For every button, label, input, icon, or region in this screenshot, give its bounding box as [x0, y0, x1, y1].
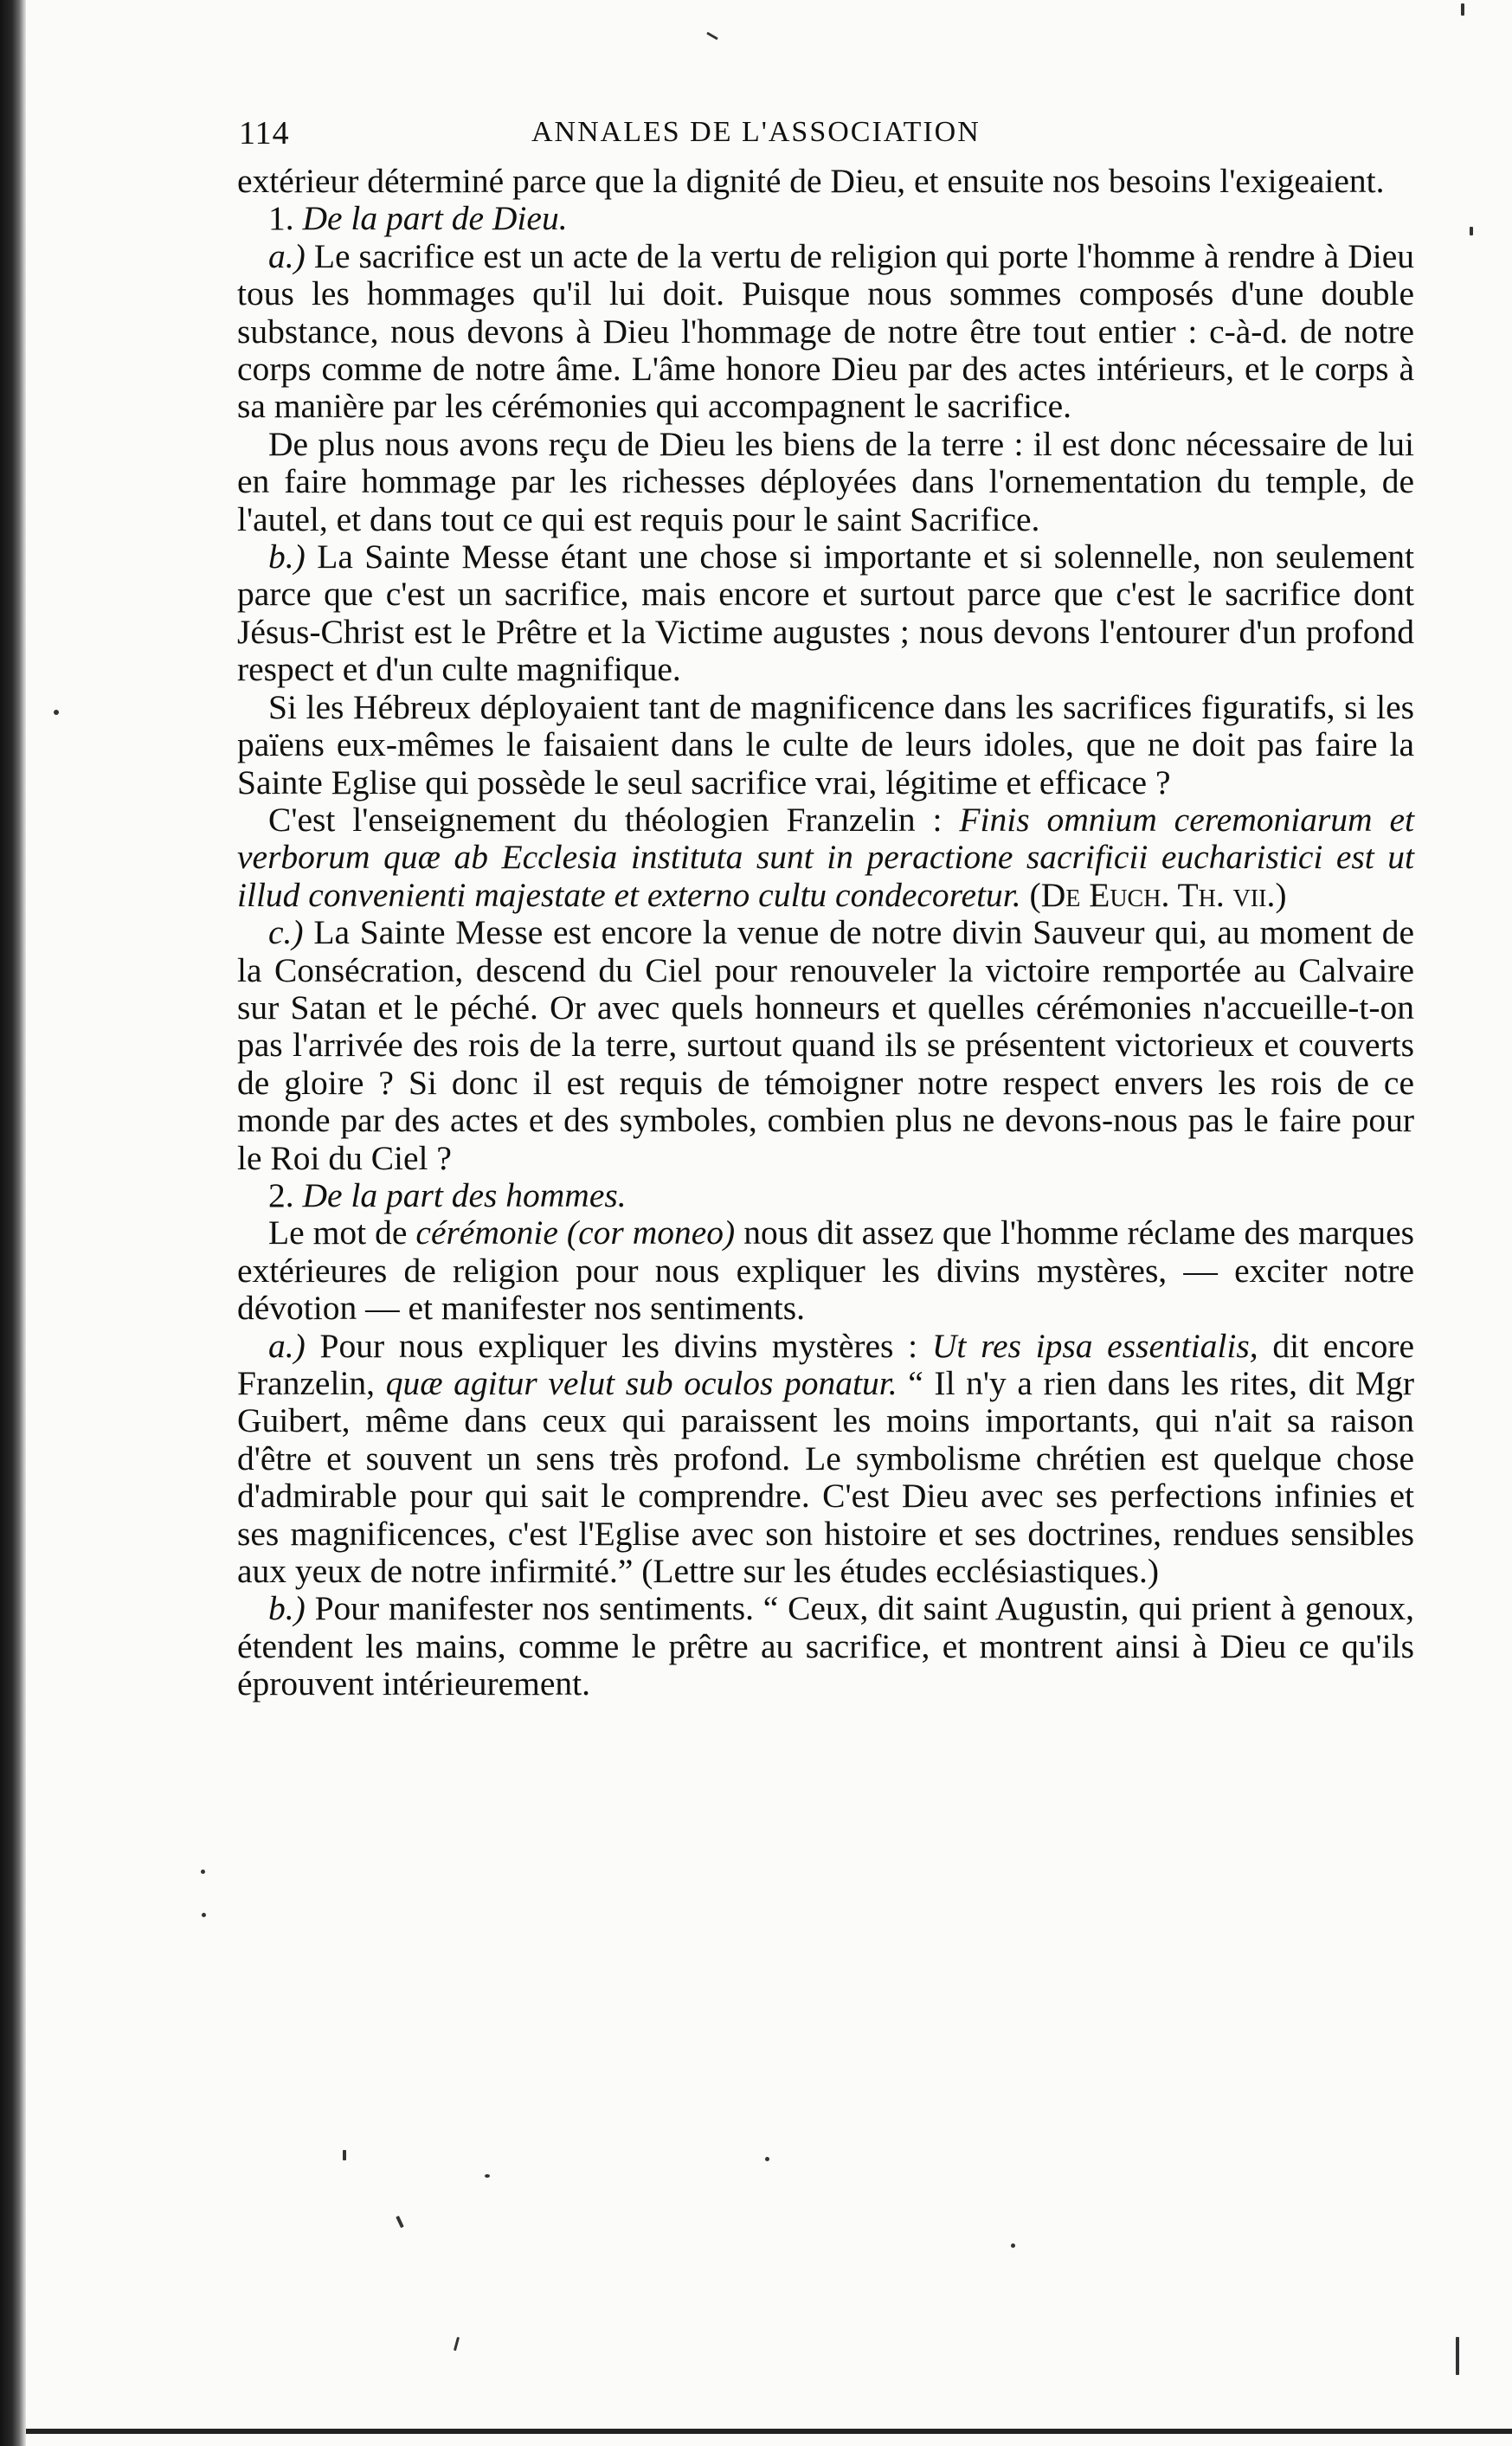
paragraph-text: Le mot de [268, 1213, 408, 1252]
item-label: b.) [268, 537, 306, 576]
paragraph [237, 163, 1414, 200]
page-body [237, 163, 1414, 1703]
paragraph-text: La Sainte Messe est encore la venue de notre divin Sauveur qui, au moment de la Consécration, descend du Ciel pour renouveler la victoire remportée au Calvaire sur Satan et le péché. Or avec quels honneurs et quelles cérémonies n'accueille-t-on pas l'arrivée des rois de la terre, surtout quand ils se présentent victorieux et couverts de gloire ? Si donc il est requis de témoigner notre respect envers les rois de ce monde par des actes et des symboles, combien plus ne devons-nous pas le faire pour le Roi du Ciel ? [237, 913, 1414, 1177]
scan-bottom-edge [26, 2429, 1512, 2434]
scan-speck [201, 1870, 205, 1874]
page-header [237, 111, 1414, 163]
scan-speck [1011, 2243, 1015, 2248]
latin-quote: Finis omnium ceremoniarum et verborum quæ ab Ecclesia instituta sunt in peractione sacrificii eucharistici est ut illud convenienti majestate et externo cultu condecoretur. [237, 800, 1414, 914]
scan-speck [54, 710, 59, 715]
scan-speck [706, 32, 718, 41]
paragraph [237, 914, 1414, 1177]
citation: (De Euch. Th. vii.) [1029, 875, 1287, 914]
item-label: a.) [268, 1326, 306, 1365]
page-number: 114 [239, 115, 290, 151]
latin-quote: quæ agitur velut sub oculos ponatur. [385, 1364, 898, 1402]
section-heading [237, 200, 1414, 237]
scan-speck [1461, 3, 1464, 16]
scan-speck [1470, 227, 1473, 235]
section-title: De la part des hommes. [302, 1175, 627, 1214]
paragraph [237, 801, 1414, 914]
scan-speck [454, 2337, 460, 2351]
paragraph-text: Le sacrifice est un acte de la vertu de religion qui porte l'homme à rendre à Dieu tous les hommages qu'il lui doit. Puisque nous sommes composés d'une double substance, nous devons à Dieu l'hommage de notre être tout entier : c-à-d. de notre corps comme de notre âme. L'âme honore Dieu par des actes intérieurs, et le corps à sa manière par les cérémonies qui accompagnent le sacrifice. [237, 236, 1415, 426]
paragraph [237, 238, 1414, 426]
section-number: 1. [268, 199, 294, 238]
paragraph-text: “ Il n'y a rien dans les rites, dit Mgr Guibert, même dans ceux qui paraissent les moins importants, qui n'ait sa raison d'être et souvent un sens très profond. Le symbolisme chrétien est quelque chose d'admirable pour qui sait le comprendre. C'est Dieu avec ses perfections infinies et ses magnificences, c'est l'Eglise avec son histoire et ses doctrines, rendues sensibles aux yeux de notre infirmité.” (Lettre sur les études ecclésiastiques.) [237, 1364, 1415, 1591]
italic-term: cérémonie (cor moneo) [415, 1213, 736, 1252]
paragraph-text: dit encore Franzelin, [237, 1326, 1415, 1402]
section-title: De la part de Dieu. [302, 199, 568, 238]
paragraph-text: nous dit assez que l'homme réclame des marques extérieures de religion pour nous expliquer les divins mystères, — exciter notre dévotion — et manifester nos sentiments. [237, 1213, 1414, 1328]
paragraph [237, 538, 1414, 689]
paragraph-text: Si les Hébreux déployaient tant de magnificence dans les sacrifices figuratifs, si les païens eux-mêmes le faisaient dans le culte de leurs idoles, que ne doit pas faire la Sainte Eglise qui possède le seul sacrifice vrai, légitime et efficace ? [237, 687, 1414, 801]
scan-speck [396, 2216, 404, 2228]
latin-quote: Ut res ipsa essentialis, [931, 1326, 1258, 1365]
section-heading [237, 1177, 1414, 1214]
paragraph-text: La Sainte Messe étant une chose si importante et si solennelle, non seulement parce que c'est un sacrifice, mais encore et surtout parce que c'est le sacrifice dont Jésus-Christ est le Prêtre et la Victime augustes ; nous devons l'entourer d'un profond respect et d'un culte magnifique. [237, 537, 1414, 689]
book-binding-edge [0, 0, 26, 2446]
scan-speck [765, 2157, 769, 2161]
paragraph [237, 1590, 1414, 1703]
item-label: c.) [268, 913, 304, 952]
book-page [237, 111, 1414, 1703]
item-label: b.) [268, 1589, 306, 1628]
section-number: 2. [268, 1175, 294, 1214]
paragraph-text: extérieur déterminé parce que la dignité de Dieu, et ensuite nos besoins l'exigeaient. [237, 162, 1385, 200]
item-label: a.) [268, 236, 306, 275]
scan-speck [485, 2174, 490, 2178]
paragraph-text: Pour manifester nos sentiments. “ Ceux, dit saint Augustin, qui prient à genoux, étendent les mains, comme le prêtre au sacrifice, et montrent ainsi à Dieu ce qu'ils éprouvent intérieurement. [237, 1589, 1415, 1703]
paragraph-text: C'est l'enseignement du théologien Franzelin : [268, 800, 943, 839]
paragraph [237, 426, 1414, 538]
paragraph-text: Pour nous expliquer les divins mystères : [319, 1326, 918, 1365]
scan-speck [343, 2150, 346, 2160]
paragraph-text: De plus nous avons reçu de Dieu les biens de la terre : il est donc nécessaire de lui en faire hommage par les richesses déployées dans l'ornementation du temple, de l'autel, et dans tout ce qui est requis pour le saint Sacrifice. [237, 424, 1414, 538]
paragraph [237, 689, 1414, 801]
paragraph [237, 1214, 1414, 1327]
running-title: ANNALES DE L'ASSOCIATION [531, 116, 981, 148]
scan-speck [1456, 2337, 1459, 2375]
scan-speck [202, 1913, 206, 1917]
paragraph [237, 1328, 1414, 1591]
